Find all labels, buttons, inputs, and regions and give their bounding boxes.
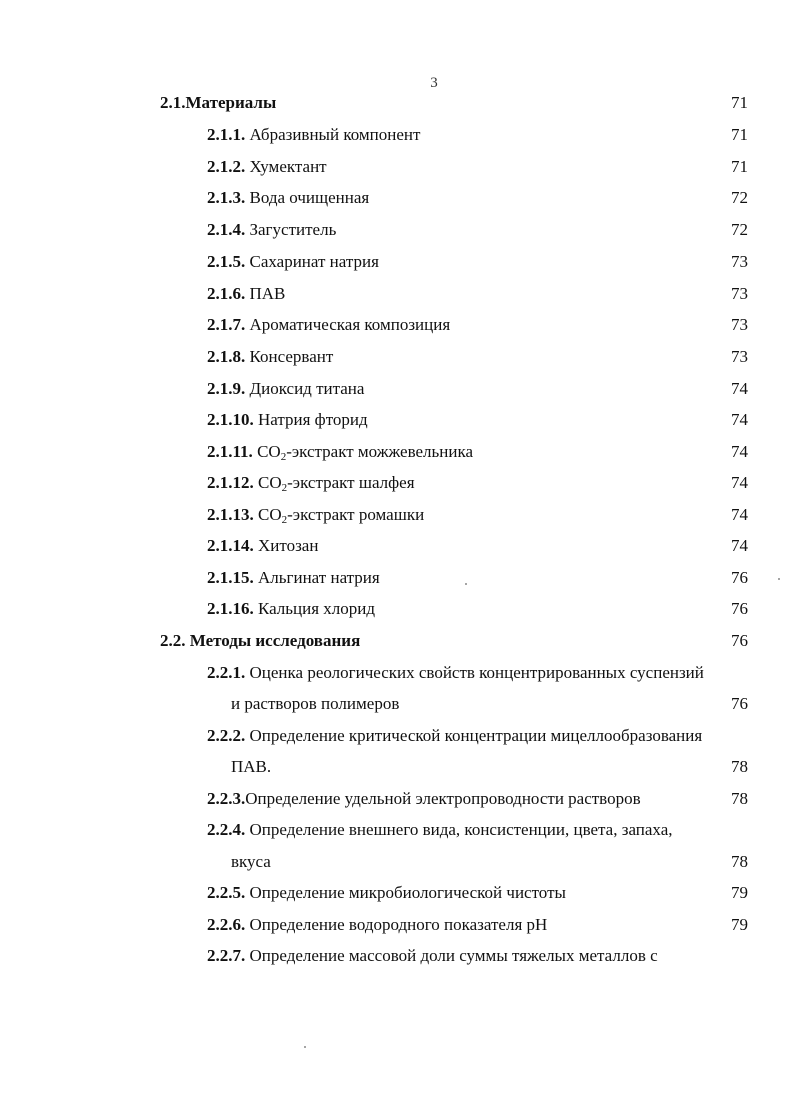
toc-entry-continuation [231, 757, 271, 777]
page-number: 3 [430, 75, 438, 91]
toc-title: Методы исследования [189, 631, 361, 650]
toc-entry-continuation [231, 852, 271, 872]
toc-page-ref: 78 [731, 757, 748, 776]
toc-number: 2.2.4. [207, 820, 246, 839]
toc-entry [207, 315, 450, 335]
toc-number: 2.1.5. [207, 252, 246, 271]
toc-entry [207, 188, 369, 208]
toc-entry [207, 284, 285, 304]
toc-page-ref: 74 [731, 505, 748, 524]
toc-entry [207, 125, 420, 145]
toc-number: 2.1.8. [207, 347, 246, 366]
toc-page-ref: 74 [731, 379, 748, 398]
toc-page-ref: 71 [731, 157, 748, 176]
toc-page-ref: 76 [731, 631, 748, 650]
toc-number: 2.1.14. [207, 536, 254, 555]
toc-entry [207, 410, 368, 430]
toc-page-ref: 73 [731, 284, 748, 303]
toc-page-ref: 72 [731, 188, 748, 207]
toc-page-ref: 73 [731, 315, 748, 334]
scan-speck [304, 1046, 306, 1048]
toc-entry [207, 663, 704, 683]
toc-entry [207, 789, 641, 809]
toc-number: 2.1.15. [207, 568, 254, 587]
toc-entry [207, 726, 702, 746]
toc-number: 2.1.9. [207, 379, 246, 398]
toc-title: $CO_2$-экстракт шалфея [258, 473, 415, 494]
toc-page-ref: 71 [731, 125, 748, 144]
toc-entry [207, 157, 327, 177]
toc-title: $CO_2$-экстракт ромашки [258, 505, 425, 526]
toc-entry [207, 505, 424, 525]
toc-entry [207, 473, 415, 493]
scan-speck [778, 578, 780, 580]
toc-title: Оценка реологических свойств концентрированных суспензий [249, 663, 704, 682]
toc-number: 2.2. [160, 631, 186, 650]
toc-title: Определение микробиологической чистоты [249, 883, 566, 902]
toc-title: Диоксид титана [249, 379, 365, 398]
toc-number: 2.1.12. [207, 473, 254, 492]
toc-number: 2.1.3. [207, 188, 246, 207]
toc-page-ref: 71 [731, 93, 748, 112]
toc-page-ref: 79 [731, 915, 748, 934]
toc-page-ref: 76 [731, 568, 748, 587]
toc-number: 2.1.13. [207, 505, 254, 524]
toc-page-ref: 78 [731, 852, 748, 871]
toc-title: Загуститель [249, 220, 337, 239]
toc-entry [207, 946, 658, 966]
toc-title: Хумектант [249, 157, 327, 176]
toc-title: Натрия фторид [258, 410, 368, 429]
toc-entry [207, 252, 379, 272]
toc-entry [207, 220, 336, 240]
toc-page-ref: 76 [731, 599, 748, 618]
toc-title: Вода очищенная [249, 188, 370, 207]
toc-number: 2.1.1. [207, 125, 246, 144]
toc-number: 2.2.2. [207, 726, 246, 745]
toc-page-ref: 73 [731, 347, 748, 366]
toc-title: ПАВ [249, 284, 286, 303]
toc-title-cont: ПАВ. [231, 757, 272, 776]
toc-title: Определение критической концентрации мицеллообразования [249, 726, 703, 745]
toc-title: Хитозан [258, 536, 319, 555]
toc-title: Сахаринат натрия [249, 252, 379, 271]
toc-page-ref: 76 [731, 694, 748, 713]
toc-title: $CO_2$-экстракт можжевельника [257, 442, 474, 463]
toc-heading-methods [160, 631, 360, 651]
toc-number: 2.1.6. [207, 284, 246, 303]
toc-page-ref: 73 [731, 252, 748, 271]
toc-number: 2.1. [160, 93, 186, 112]
toc-title: Определение водородного показателя pH [249, 915, 548, 934]
toc-entry [207, 915, 547, 935]
toc-title: Материалы [185, 93, 277, 112]
toc-title: Ароматическая композиция [249, 315, 451, 334]
toc-title: Определение внешнего вида, консистенции, цвета, запаха, [249, 820, 673, 839]
toc-entry [207, 347, 333, 367]
toc-entry [207, 820, 672, 840]
toc-entry [207, 442, 473, 462]
toc-number: 2.2.5. [207, 883, 246, 902]
toc-entry [207, 599, 375, 619]
toc-entry [207, 883, 566, 903]
toc-page-ref: 74 [731, 410, 748, 429]
toc-title: Альгинат натрия [258, 568, 380, 587]
toc-page-ref: 72 [731, 220, 748, 239]
toc-title: Кальция хлорид [258, 599, 376, 618]
toc-number: 2.1.2. [207, 157, 246, 176]
toc-page-ref: 78 [731, 789, 748, 808]
toc-number: 2.2.6. [207, 915, 246, 934]
toc-title-cont: и растворов полимеров [231, 694, 400, 713]
toc-title-cont: вкуса [231, 852, 271, 871]
toc-entry [207, 536, 318, 556]
toc-page-ref: 79 [731, 883, 748, 902]
toc-page-ref: 74 [731, 536, 748, 555]
scan-speck [465, 583, 467, 585]
toc-entry [207, 568, 380, 588]
toc-title: Определение массовой доли суммы тяжелых металлов с [249, 946, 658, 965]
toc-number: 2.1.4. [207, 220, 246, 239]
toc-entry [207, 379, 364, 399]
toc-entry-continuation [231, 694, 399, 714]
toc-number: 2.2.7. [207, 946, 246, 965]
toc-page-ref: 74 [731, 442, 748, 461]
toc-number: 2.1.11. [207, 442, 253, 461]
toc-number: 2.2.3. [207, 789, 246, 808]
toc-title: Определение удельной электропроводности растворов [245, 789, 641, 808]
toc-number: 2.1.16. [207, 599, 254, 618]
toc-number: 2.2.1. [207, 663, 246, 682]
toc-heading-materials [160, 93, 276, 113]
toc-number: 2.1.10. [207, 410, 254, 429]
toc-title: Абразивный компонент [249, 125, 421, 144]
toc-title: Консервант [249, 347, 334, 366]
toc-number: 2.1.7. [207, 315, 246, 334]
toc-page-ref: 74 [731, 473, 748, 492]
